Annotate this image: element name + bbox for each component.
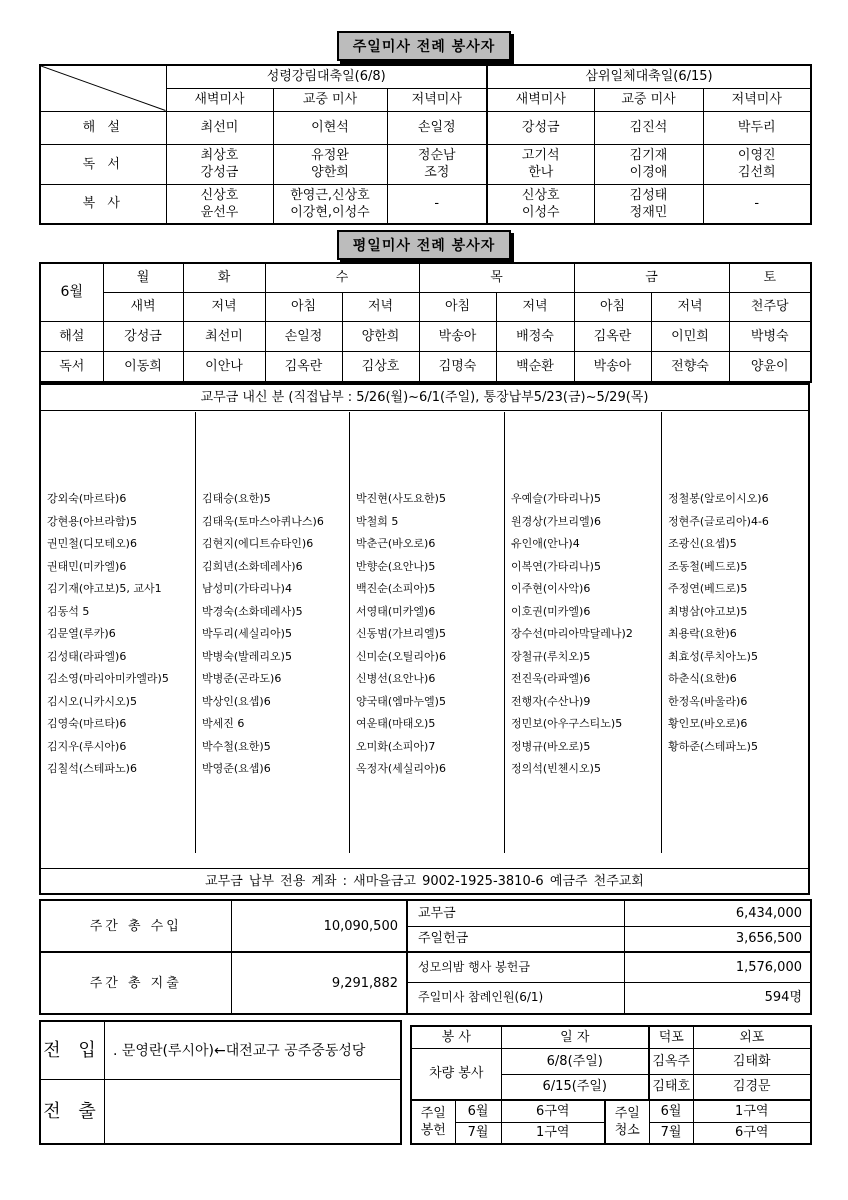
- slot-header: 저녁: [342, 292, 419, 321]
- server-name: 박두리: [737, 120, 776, 135]
- donor-entry: 강현용(아브라함)5: [47, 514, 137, 528]
- donor-column: [350, 412, 505, 853]
- mass-header: 새벽미사: [487, 88, 594, 111]
- donor-column: [41, 412, 196, 853]
- server-name: 김명숙: [419, 351, 496, 382]
- slot-header: 천주당: [729, 292, 811, 321]
- server-name: 양한희: [311, 165, 349, 180]
- donor-entry: 이복연(가타리나)5: [511, 559, 601, 573]
- server-name: 박송아: [419, 321, 496, 351]
- expense-label: 주간 총 지출: [40, 952, 231, 1014]
- donor-entry: 조동철(베드로)5: [668, 559, 748, 573]
- transfer-in-label: 전 입: [41, 1022, 105, 1079]
- cleaning-label-line: 청소: [614, 1123, 640, 1138]
- finance-item-label: 성모의밤 행사 봉헌금: [407, 952, 624, 982]
- transfer-out-value: [105, 1080, 400, 1143]
- server-name: 조정: [424, 165, 450, 180]
- car-date: 6/15(주일): [501, 1074, 649, 1100]
- day-header: 토: [729, 263, 811, 292]
- donor-entry: 김태승(요한)5: [202, 492, 271, 505]
- server-name: 손일정: [417, 120, 456, 135]
- slot-header: 저녁: [651, 292, 729, 321]
- server-name: 김성태: [629, 187, 668, 203]
- server-name: 김옥란: [574, 321, 651, 351]
- finance-item-label: 주일미사 참례인원(6/1): [407, 982, 624, 1014]
- donor-entry: 하춘식(요한)6: [668, 672, 737, 685]
- cleaning-zone: 1구역: [693, 1100, 811, 1122]
- donor-entry: 황하준(스테파노)5: [668, 739, 758, 753]
- service-header: 봉 사: [411, 1026, 501, 1048]
- donor-entry: 이호권(미카엘)6: [511, 604, 591, 618]
- donor-entry: 김태욱(토마스아퀴나스)6: [202, 514, 324, 528]
- slot-header: 저녁: [183, 292, 265, 321]
- donor-entry: 정철봉(알로이시오)6: [668, 492, 769, 505]
- donor-entry: 김시오(니카시오)5: [47, 694, 137, 708]
- donor-entry: 남성미(가타리나)4: [202, 582, 292, 595]
- day-header: 금: [574, 263, 729, 292]
- donor-entry: 박영준(요셉)6: [202, 762, 271, 775]
- weekday-table: [39, 262, 812, 383]
- donor-entry: 박수철(요한)5: [202, 739, 271, 753]
- donor-entry: 김현지(에디트슈타인)6: [202, 537, 314, 550]
- finance-table: [39, 899, 812, 1015]
- donor-entry: 주정연(베드로)5: [668, 582, 748, 595]
- donor-entry: 김문열(루카)6: [47, 627, 116, 640]
- cleaning-month: 6월: [649, 1100, 693, 1122]
- weekday-row-commentary: [40, 321, 811, 351]
- donor-entry: 박춘근(바오로)6: [356, 537, 436, 550]
- donor-entry: 김영숙(마르타)6: [47, 717, 127, 730]
- server-name: 이영진: [737, 148, 776, 163]
- donors-header: 교무금 내신 분 (직접납부 : 5/26(월)~6/1(주일), 통장납부5/23(금)~5/29(목): [41, 385, 808, 411]
- donor-entry: 유인애(안나)4: [511, 537, 580, 550]
- server-name: 이민희: [651, 321, 729, 351]
- donor-entry: 신병선(요안나)6: [356, 672, 436, 685]
- transfer-in-row: [41, 1022, 400, 1080]
- server-name: 강성금: [200, 165, 239, 180]
- server-name: 최선미: [183, 321, 265, 351]
- slot-header: 새벽: [103, 292, 183, 321]
- server-name: 배정숙: [496, 321, 574, 351]
- cleaning-label: [605, 1100, 649, 1144]
- donor-entry: 반향순(요안나)5: [356, 559, 436, 573]
- server-name: -: [754, 196, 760, 212]
- feast-2-header: 삼위일체대축일(6/15): [487, 65, 811, 88]
- server-name: 김상호: [342, 351, 419, 382]
- car-service-label: 차량 봉사: [411, 1048, 501, 1100]
- donor-entry: 신미순(오틸리아)6: [356, 649, 446, 663]
- donor-entry: 정민보(아우구스티노)5: [511, 717, 623, 730]
- donor-entry: 박진현(사도요한)5: [356, 492, 446, 505]
- finance-item-value: 3,656,500: [624, 926, 811, 952]
- server-name: 신상호: [521, 187, 560, 203]
- car-outside: 김태화: [693, 1048, 811, 1074]
- server-name: 전향숙: [651, 351, 729, 382]
- donor-entry: 장수선(마리아막달레나)2: [511, 627, 633, 640]
- mass-header: 교중 미사: [594, 88, 703, 111]
- sunday-title-wrap: [0, 31, 848, 61]
- donor-entry: 조광신(요셉)5: [668, 537, 737, 550]
- donor-entry: 박세진 6: [202, 717, 245, 730]
- mass-header: 새벽미사: [166, 88, 273, 111]
- transfer-in-value: . 문영란(루시아)←대전교구 공주중동성당: [113, 1043, 366, 1059]
- donor-entry: 이주현(이사악)6: [511, 582, 591, 595]
- donor-entry: 박철희 5: [356, 514, 399, 528]
- donor-entry: 박병준(곤라도)6: [202, 672, 282, 685]
- server-name: 이현석: [311, 120, 349, 135]
- month-label: 6월: [40, 263, 103, 321]
- offering-label-line: 봉헌: [420, 1123, 446, 1138]
- feast-1-header: 성령강림대축일(6/8): [166, 65, 487, 88]
- donor-entry: 백진순(소피아)5: [356, 582, 436, 595]
- account-info: 교무금 납부 전용 계좌 : 새마을금고 9002-1925-3810-6 예금주 천주교회: [41, 868, 808, 893]
- cleaning-zone: 6구역: [693, 1122, 811, 1144]
- donor-entry: 정의석(빈첸시오)5: [511, 762, 601, 775]
- server-name: 한나: [528, 165, 554, 180]
- slot-header: 아침: [265, 292, 342, 321]
- donor-entry: 정병규(바오로)5: [511, 739, 591, 753]
- server-name: 강성금: [103, 321, 183, 351]
- server-name: 손일정: [265, 321, 342, 351]
- income-label: 주간 총 수입: [40, 900, 231, 952]
- slot-header: 아침: [574, 292, 651, 321]
- service-table: [410, 1025, 812, 1145]
- server-name: 이안나: [183, 351, 265, 382]
- donor-entry: 박경숙(소화데레사)5: [202, 604, 303, 618]
- car-inside: 김옥주: [649, 1048, 693, 1074]
- server-name: 김선희: [737, 165, 776, 180]
- server-name: 최상호: [200, 148, 239, 163]
- donor-entry: 최용락(요한)6: [668, 627, 737, 640]
- donor-entry: 김희년(소화데레사)6: [202, 559, 303, 573]
- donor-entry: 박상인(요셉)6: [202, 694, 271, 708]
- server-name: 최선미: [200, 120, 239, 135]
- finance-item-label: 주일헌금: [407, 926, 624, 952]
- donor-entry: 박병숙(발레리오)5: [202, 649, 292, 663]
- donor-entry: 서영태(미카엘)6: [356, 604, 436, 618]
- donor-entry: 김기재(야고보)5, 교사1: [47, 582, 162, 595]
- server-name: 이성수: [521, 204, 560, 220]
- donor-entry: 전행자(수산나)9: [511, 694, 591, 708]
- day-header: 수: [265, 263, 419, 292]
- row-label: 독서: [40, 351, 103, 382]
- donor-entry: 권민철(디모테오)6: [47, 537, 137, 550]
- car-outside: 김경문: [693, 1074, 811, 1100]
- row-label: 해 설: [40, 111, 166, 144]
- offering-label-line: 주일: [420, 1106, 446, 1121]
- row-label: 독 서: [40, 144, 166, 184]
- weekday-title: 평일미사 전례 봉사자: [337, 230, 511, 260]
- server-name: 고기석: [521, 148, 560, 163]
- donor-entry: 강외숙(마르타)6: [47, 492, 127, 505]
- offering-zone: 6구역: [501, 1100, 605, 1122]
- donor-entry: 김성태(라파엘)6: [47, 649, 127, 663]
- server-name: 박송아: [574, 351, 651, 382]
- donor-column: [196, 412, 350, 853]
- sunday-row-commentary: [40, 111, 811, 144]
- expense-value: 9,291,882: [231, 952, 407, 1014]
- sunday-row-altar: [40, 184, 811, 224]
- server-name: 양윤이: [729, 351, 811, 382]
- offering-month: 7월: [455, 1122, 501, 1144]
- donor-entry: 김동석 5: [47, 604, 90, 618]
- transfer-box: [39, 1020, 402, 1145]
- donor-entry: 정현주(글로리아)4-6: [668, 514, 769, 528]
- donor-entry: 오미화(소피아)7: [356, 739, 436, 753]
- donors-box: [39, 383, 810, 895]
- donor-entry: 원경상(가브리엘)6: [511, 514, 601, 528]
- server-name: 박병숙: [729, 321, 811, 351]
- donor-column: [662, 412, 808, 853]
- donor-entry: 신동범(가브리엘)5: [356, 627, 446, 640]
- row-label: 복 사: [40, 184, 166, 224]
- server-name: 김옥란: [265, 351, 342, 382]
- server-name: 정순남: [417, 148, 456, 163]
- server-name: 김기재: [629, 148, 668, 163]
- car-date: 6/8(주일): [501, 1048, 649, 1074]
- server-name: 정재민: [629, 204, 668, 220]
- inside-header: 덕포: [649, 1026, 693, 1048]
- donor-entry: 한정옥(바울라)6: [668, 694, 748, 708]
- donor-entry: 옥정자(세실리아)6: [356, 762, 446, 775]
- income-value: 10,090,500: [231, 900, 407, 952]
- donor-entry: 여운태(마태오)5: [356, 717, 436, 730]
- sunday-table: [39, 64, 812, 225]
- server-name: 양한희: [342, 321, 419, 351]
- mass-header: 저녁미사: [387, 88, 487, 111]
- day-header: 월: [103, 263, 183, 292]
- transfer-out-row: [41, 1080, 400, 1143]
- server-name: -: [434, 196, 440, 212]
- finance-item-label: 교무금: [407, 900, 624, 926]
- day-header: 화: [183, 263, 265, 292]
- server-name: 강성금: [521, 120, 560, 135]
- outside-header: 외포: [693, 1026, 811, 1048]
- sunday-row-reading: [40, 144, 811, 184]
- cleaning-month: 7월: [649, 1122, 693, 1144]
- donor-entry: 김소영(마리아미카엘라)5: [47, 672, 169, 685]
- mass-header: 교중 미사: [273, 88, 387, 111]
- mass-header: 저녁미사: [703, 88, 811, 111]
- server-name: 신상호: [200, 187, 239, 203]
- sunday-title: 주일미사 전례 봉사자: [337, 31, 511, 61]
- donor-column: [505, 412, 662, 853]
- car-inside: 김태호: [649, 1074, 693, 1100]
- donor-entry: 최병삼(야고보)5: [668, 604, 748, 618]
- donor-entry: 김지우(루시아)6: [47, 739, 127, 753]
- offering-label: [411, 1100, 455, 1144]
- server-name: 이강현,이성수: [290, 204, 370, 220]
- server-name: 이동희: [103, 351, 183, 382]
- donor-entry: 양국태(엠마누엘)5: [356, 694, 446, 708]
- server-name: 백순환: [496, 351, 574, 382]
- slot-header: 저녁: [496, 292, 574, 321]
- day-header: 목: [419, 263, 574, 292]
- weekday-row-reading: [40, 351, 811, 382]
- transfer-out-label: 전 출: [41, 1080, 105, 1143]
- diagonal-corner-cell: [40, 65, 166, 111]
- donor-entry: 황인모(바오로)6: [668, 717, 748, 730]
- donors-columns: [41, 412, 808, 853]
- server-name: 이경애: [629, 165, 668, 180]
- offering-month: 6월: [455, 1100, 501, 1122]
- donor-entry: 김칠석(스테파노)6: [47, 762, 137, 775]
- finance-item-value: 1,576,000: [624, 952, 811, 982]
- finance-item-value: 594명: [624, 982, 811, 1014]
- donor-entry: 최효성(루치아노)5: [668, 649, 758, 663]
- donor-entry: 박두리(세실리아)5: [202, 627, 292, 640]
- finance-item-value: 6,434,000: [624, 900, 811, 926]
- row-label: 해설: [40, 321, 103, 351]
- slot-header: 아침: [419, 292, 496, 321]
- cleaning-label-line: 주일: [614, 1106, 640, 1121]
- donor-entry: 권태민(미카엘)6: [47, 559, 127, 573]
- donor-entry: 우예슬(가타리나)5: [511, 492, 601, 505]
- server-name: 김진석: [629, 120, 668, 135]
- server-name: 유정완: [311, 148, 349, 163]
- weekday-title-wrap: [0, 230, 848, 260]
- date-header: 일 자: [501, 1026, 649, 1048]
- donor-entry: 장철규(루치오)5: [511, 649, 591, 663]
- server-name: 한영근,신상호: [290, 187, 370, 203]
- donor-entry: 전진욱(라파엘)6: [511, 672, 591, 685]
- server-name: 윤선우: [200, 204, 239, 220]
- offering-zone: 1구역: [501, 1122, 605, 1144]
